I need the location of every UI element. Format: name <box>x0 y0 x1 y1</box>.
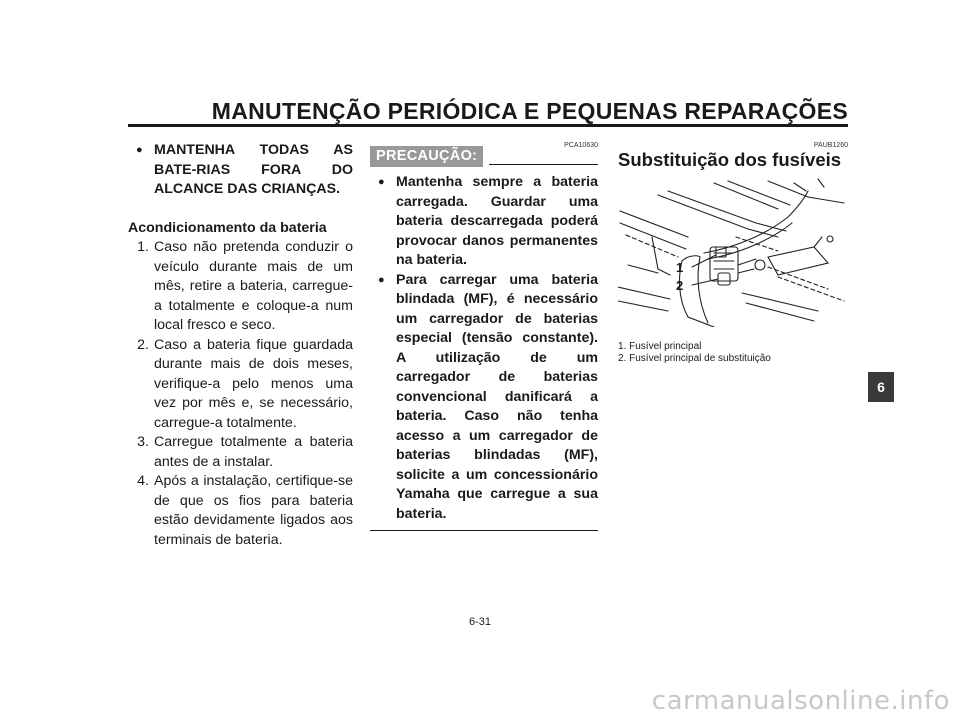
chapter-tab: 6 <box>868 372 894 402</box>
warning-bullet <box>128 141 353 200</box>
list-item <box>128 433 353 472</box>
caution-bullet <box>370 173 598 271</box>
step-text: Após a instalação, certifique-se de que os fios para bateria estão devidamente ligados aos terminais de bateria. <box>154 473 353 548</box>
list-item <box>128 336 353 434</box>
caption-item: 1. Fusível principal <box>618 341 702 352</box>
callout-number: 1 <box>676 260 684 275</box>
caution-bullet-text: Para carregar uma bateria blindada (MF), é necessário um carregador de baterias especial (tensão constante). A utilização de um carregador de baterias convencional danificará a bateria. Caso não tenha acesso a um carregador de baterias blindadas (MF), solicite a um concessionário Yamaha que carregue a sua bateria. <box>396 271 598 522</box>
header-rule <box>128 124 848 127</box>
caution-label: PRECAUÇÃO: <box>370 146 483 167</box>
column-battery-storage <box>128 141 353 550</box>
fuse-drawing <box>618 177 848 327</box>
bullet-dot-icon: ● <box>136 144 143 156</box>
caution-end-rule <box>370 530 598 531</box>
bullet-dot-icon: ● <box>378 273 385 286</box>
step-number: 1. <box>137 239 149 255</box>
caution-body <box>370 173 598 524</box>
storage-steps-list <box>128 238 353 550</box>
step-text: Caso não pretenda conduzir o veículo durante mais de um mês, retire a bateria, carregue-a totalmente e coloque-a num local fresco e seco. <box>154 239 353 333</box>
section-heading: Acondicionamento da bateria <box>128 219 327 236</box>
step-number: 4. <box>137 473 149 489</box>
caution-bullet-text: Mantenha sempre a bateria carregada. Guardar uma bateria descarregada poderá provocar danos permanentes na bateria. <box>396 174 598 268</box>
step-number: 2. <box>137 336 149 353</box>
list-item <box>128 238 353 336</box>
column-fuse-replacement <box>618 141 848 365</box>
caption-item: 2. Fusível principal de substituição <box>618 353 771 364</box>
bullet-dot-icon: ● <box>378 176 385 188</box>
column-caution <box>370 141 598 531</box>
warning-bullet-text: MANTENHA TODAS AS BATE-RIAS FORA DO ALCANCE DAS CRIANÇAS. <box>154 142 353 197</box>
figure-captions <box>618 341 848 365</box>
fuse-illustration <box>618 177 848 327</box>
list-item <box>128 472 353 550</box>
caution-bullet <box>370 271 598 525</box>
reference-code: PCA10630 <box>564 142 598 149</box>
watermark: carmanualsonline.info <box>651 686 950 716</box>
section-title: Substituição dos fusíveis <box>618 149 842 170</box>
caution-rule <box>489 164 598 165</box>
reference-code: PAUB1260 <box>813 142 848 149</box>
page-header-title: MANUTENÇÃO PERIÓDICA E PEQUENAS REPARAÇÕES <box>211 98 848 124</box>
step-number: 3. <box>137 434 149 450</box>
callout-number: 2 <box>676 278 684 293</box>
page-number: 6-31 <box>468 616 492 628</box>
step-text: Carregue totalmente a bateria antes de a instalar. <box>154 434 353 470</box>
step-text: Caso a bateria fique guardada durante mais de dois meses, verifique-a pelo menos uma vez por mês e, se necessário, carregue-a totalmente. <box>154 336 353 431</box>
